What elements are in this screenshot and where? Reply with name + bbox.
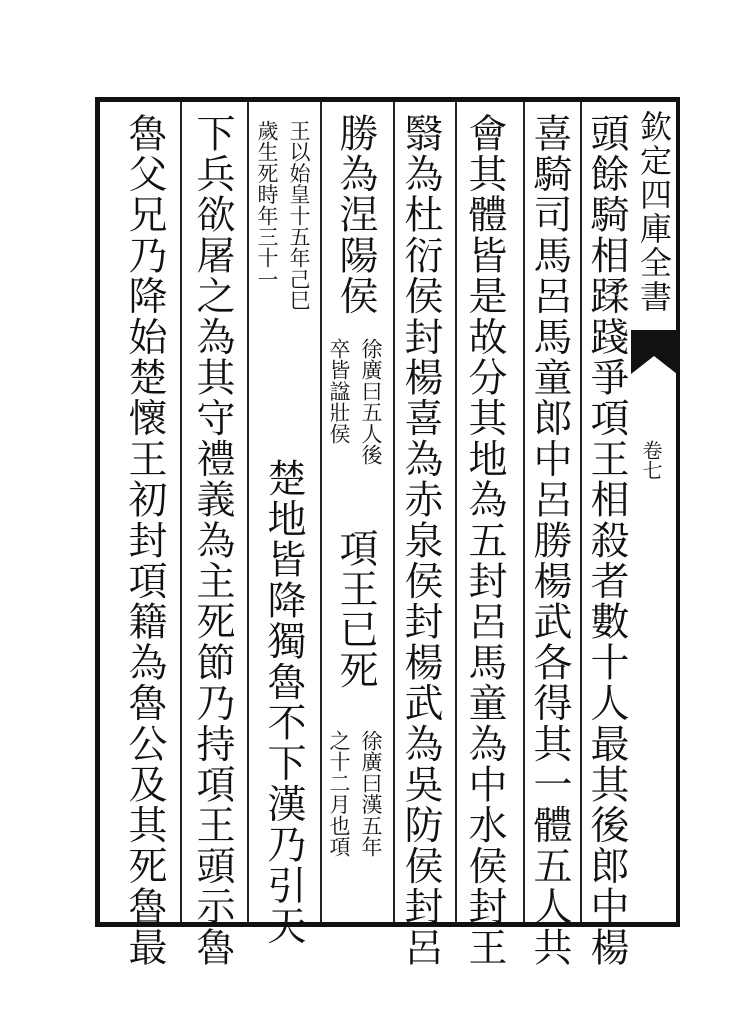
annotation-line: 之十二月也項 [327,730,351,858]
column-rule [455,102,457,922]
annotation-line: 徐廣曰漢五年 [359,730,383,858]
text-column-1: 頭餘騎相蹂踐爭項王相殺者數十人最其後郎中楊 [584,113,629,968]
text-column-5-main2: 項王已死 [333,528,378,691]
annotation-line: 卒皆諡壯侯 [327,338,351,444]
text-column-8: 魯父兄乃降始楚懷王初封項籍為魯公及其死魯最 [122,113,167,968]
text-column-2: 喜騎司馬呂馬童郎中呂勝楊武各得其一體五人共 [527,113,572,968]
column-rule [393,102,395,922]
annotation-line: 徐廣曰五人後 [359,338,383,466]
volume-number: 卷七 [639,440,663,480]
text-column-7: 下兵欲屠之為其守禮義為主死節乃持項王頭示魯 [190,113,235,968]
book-title: 欽定四庫全書 [635,110,673,314]
column-rule [180,102,182,922]
column-rule [523,102,525,922]
annotation-line: 歲生死時年三十一 [255,120,279,290]
column-rule [580,102,582,922]
annotation-line: 王以始皇十五年己巳 [287,120,311,311]
text-column-6-main: 楚地皆降獨魯不下漢乃引天 [261,458,306,947]
fish-tail-mark [631,330,677,374]
column-rule [247,102,249,922]
text-column-5-main: 勝為涅陽侯 [333,113,378,317]
column-rule [320,102,322,922]
text-column-4: 翳為杜衍侯封楊喜為赤泉侯封楊武為吳防侯封呂 [398,113,443,968]
text-column-3: 會其體皆是故分其地為五封呂馬童為中水侯封王 [462,113,507,968]
